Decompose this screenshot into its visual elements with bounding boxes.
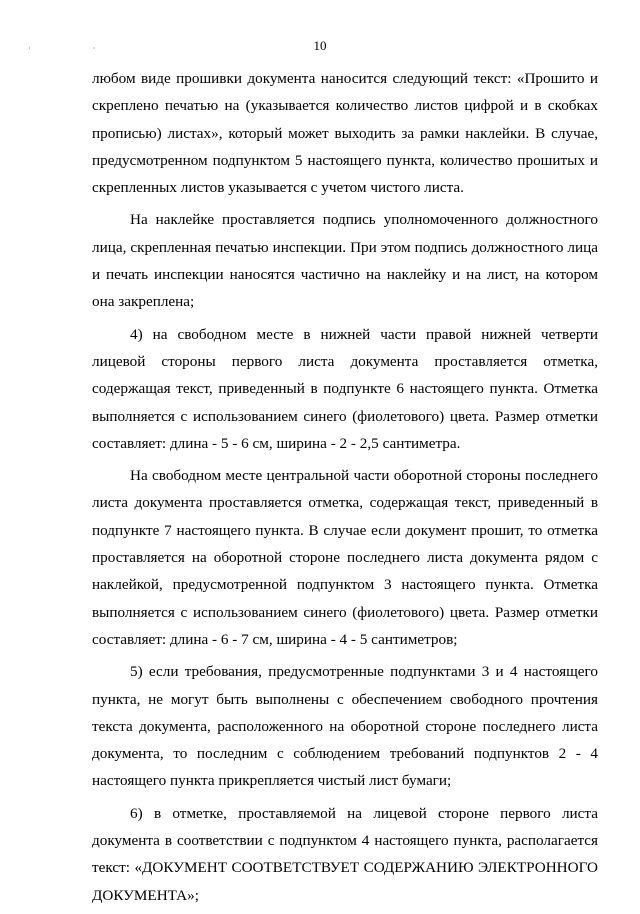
paragraph-sticker-signature: На наклейке проставляется подпись уполномоченного должностного лица, скрепленная печатью инспекции. При этом подпись должностного лица и печать инспекции наносятся частично на наклейку и на лист, на котором она закреплена; <box>92 211 598 311</box>
document-body <box>92 65 598 914</box>
paragraph-item-4: 4) на свободном месте в нижней части правой нижней четверти лицевой стороны первого листа документа проставляется отметка, содержащая текст, приведенный в подпункте 6 настоящего пункта. Отметка выполняется с использованием синего (фиолетового) цвета. Размер отметки составляет: длина - 5 - 6 см, ширина - 2 - 2,5 сантиметра. <box>92 325 598 452</box>
paragraph-reverse-side-mark: На свободном месте центральной части оборотной стороны последнего листа документа проставляется отметка, содержащая текст, приведенный в подпункте 7 настоящего пункта. В случае если документ прошит, то отметка проставляется на оборотной стороне последнего листа документа рядом с наклейкой, предусмотренной подпунктом 3 настоящего пункта. Отметка выполняется с использованием синего (фиолетового) цвета. Размер отметки составляет: длина - 6 - 7 см, ширина - 4 - 5 сантиметров; <box>92 467 598 648</box>
scan-marks: · · <box>28 44 126 53</box>
paragraph-item-5: 5) если требования, предусмотренные подпунктами 3 и 4 настоящего пункта, не могут быть выполнены с обеспечением свободного прочтения текста документа, расположенного на оборотной стороне последнего листа документа, то последним с соблюдением требований подпунктов 2 - 4 настоящего пункта прикрепляется чистый лист бумаги; <box>92 663 598 790</box>
paragraph-item-6: 6) в отметке, проставляемой на лицевой стороне первого листа документа в соответствии с подпунктом 4 настоящего пункта, располагается текст: «ДОКУМЕНТ СООТВЕТСТВУЕТ СОДЕРЖАНИЮ ЭЛЕКТРОННОГО ДОКУМЕНТА»; <box>92 804 598 904</box>
paragraph-continuation: любом виде прошивки документа наносится следующий текст: «Прошито и скреплено печатью на (указывается количество листов цифрой и в скобках прописью) листах», который может выходить за рамки наклейки. В случае, предусмотренном подпунктом 5 настоящего пункта, количество прошитых и скрепленных листов указывается с учетом чистого листа. <box>92 70 598 197</box>
page-number: 10 <box>313 38 327 53</box>
